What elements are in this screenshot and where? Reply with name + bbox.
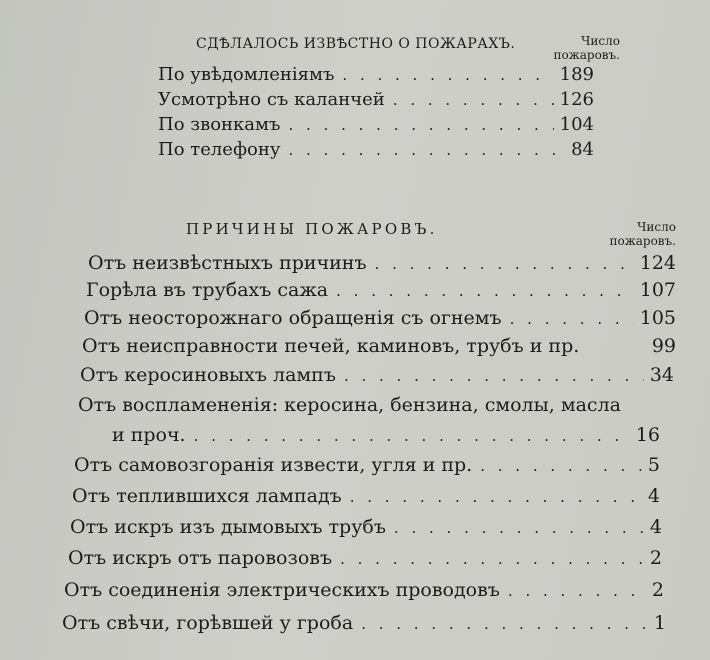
row-value: 4	[649, 516, 662, 538]
dot-leader	[342, 66, 553, 84]
row-value: 124	[639, 252, 676, 274]
table-row	[158, 64, 594, 90]
row-label: Отъ искръ отъ паровозовъ	[68, 547, 333, 569]
table-row	[74, 454, 660, 480]
dot-leader	[194, 427, 630, 445]
table-row	[84, 307, 676, 333]
dot-leader	[361, 615, 648, 633]
column-header-line2: пожаровъ.	[609, 234, 676, 248]
dot-leader	[394, 519, 644, 537]
row-label: По увѣдомленіямъ	[158, 64, 335, 85]
dot-leader	[375, 255, 634, 273]
column-header-line2: пожаровъ.	[553, 48, 620, 62]
row-label: Отъ теплившихся лампадъ	[72, 485, 342, 507]
dot-leader	[288, 116, 553, 134]
table-row	[68, 547, 662, 573]
table-row	[88, 252, 676, 278]
row-label: Отъ неисправности печей, каминовъ, трубъ и пр.	[82, 335, 580, 357]
table-row	[158, 89, 594, 115]
row-value: 4	[647, 485, 660, 507]
row-label: Отъ неосторожнаго обращенія съ огнемъ	[84, 307, 502, 329]
row-value: 2	[649, 547, 662, 569]
dot-leader	[510, 310, 634, 328]
row-label: Отъ неизвѣстныхъ причинъ	[88, 252, 367, 274]
dot-leader	[336, 282, 634, 300]
row-value: 126	[559, 89, 594, 110]
table-row	[80, 364, 674, 390]
row-value: 107	[639, 279, 676, 301]
table-row	[78, 394, 672, 420]
row-label: Усмотрѣно съ каланчей	[158, 89, 385, 110]
row-value: 5	[647, 454, 660, 476]
table-row	[70, 516, 662, 542]
table-row	[82, 335, 676, 361]
section-title: СДѢЛАЛОСЬ ИЗВѢСТНО О ПОЖАРАХЪ.	[196, 36, 516, 52]
row-label: Отъ воспламененія: керосина, бензина, смолы, масла	[78, 394, 621, 416]
row-label: и проч.	[112, 424, 186, 446]
row-value: 84	[571, 139, 594, 160]
row-value: 1	[653, 612, 666, 634]
table-row	[64, 579, 664, 605]
dot-leader	[508, 582, 646, 600]
dot-leader	[340, 550, 644, 568]
row-label: Отъ свѣчи, горѣвшей у гроба	[62, 612, 354, 634]
row-label: По звонкамъ	[158, 114, 281, 135]
section-title: ПРИЧИНЫ ПОЖАРОВЪ.	[186, 220, 438, 238]
table-row	[72, 485, 660, 511]
table-row	[86, 279, 676, 305]
dot-leader	[344, 367, 644, 385]
row-label: По телефону	[158, 139, 281, 160]
row-value: 2	[651, 579, 664, 601]
row-value: 99	[651, 335, 676, 357]
column-header	[596, 220, 676, 248]
column-header-line1: Число	[637, 220, 676, 234]
dot-leader	[480, 457, 642, 475]
dot-leader	[350, 488, 642, 506]
dot-leader	[393, 91, 554, 109]
table-row	[158, 139, 594, 165]
table-row	[112, 424, 660, 450]
table-row	[158, 114, 594, 140]
table-row	[62, 612, 666, 638]
dot-leader	[288, 141, 565, 159]
row-label: Горѣла въ трубахъ сажа	[86, 279, 329, 301]
row-label: Отъ искръ изъ дымовыхъ трубъ	[70, 516, 386, 538]
row-value: 189	[559, 64, 594, 85]
row-value: 105	[639, 307, 676, 329]
row-label: Отъ соединенія электрическихъ проводовъ	[64, 579, 500, 601]
column-header-line1: Число	[581, 34, 620, 48]
row-value: 16	[635, 424, 660, 446]
row-label: Отъ самовозгоранія извести, угля и пр.	[74, 454, 473, 476]
column-header	[540, 34, 620, 62]
row-value: 34	[649, 364, 674, 386]
row-value: 104	[559, 114, 594, 135]
row-label: Отъ керосиновыхъ лампъ	[80, 364, 336, 386]
